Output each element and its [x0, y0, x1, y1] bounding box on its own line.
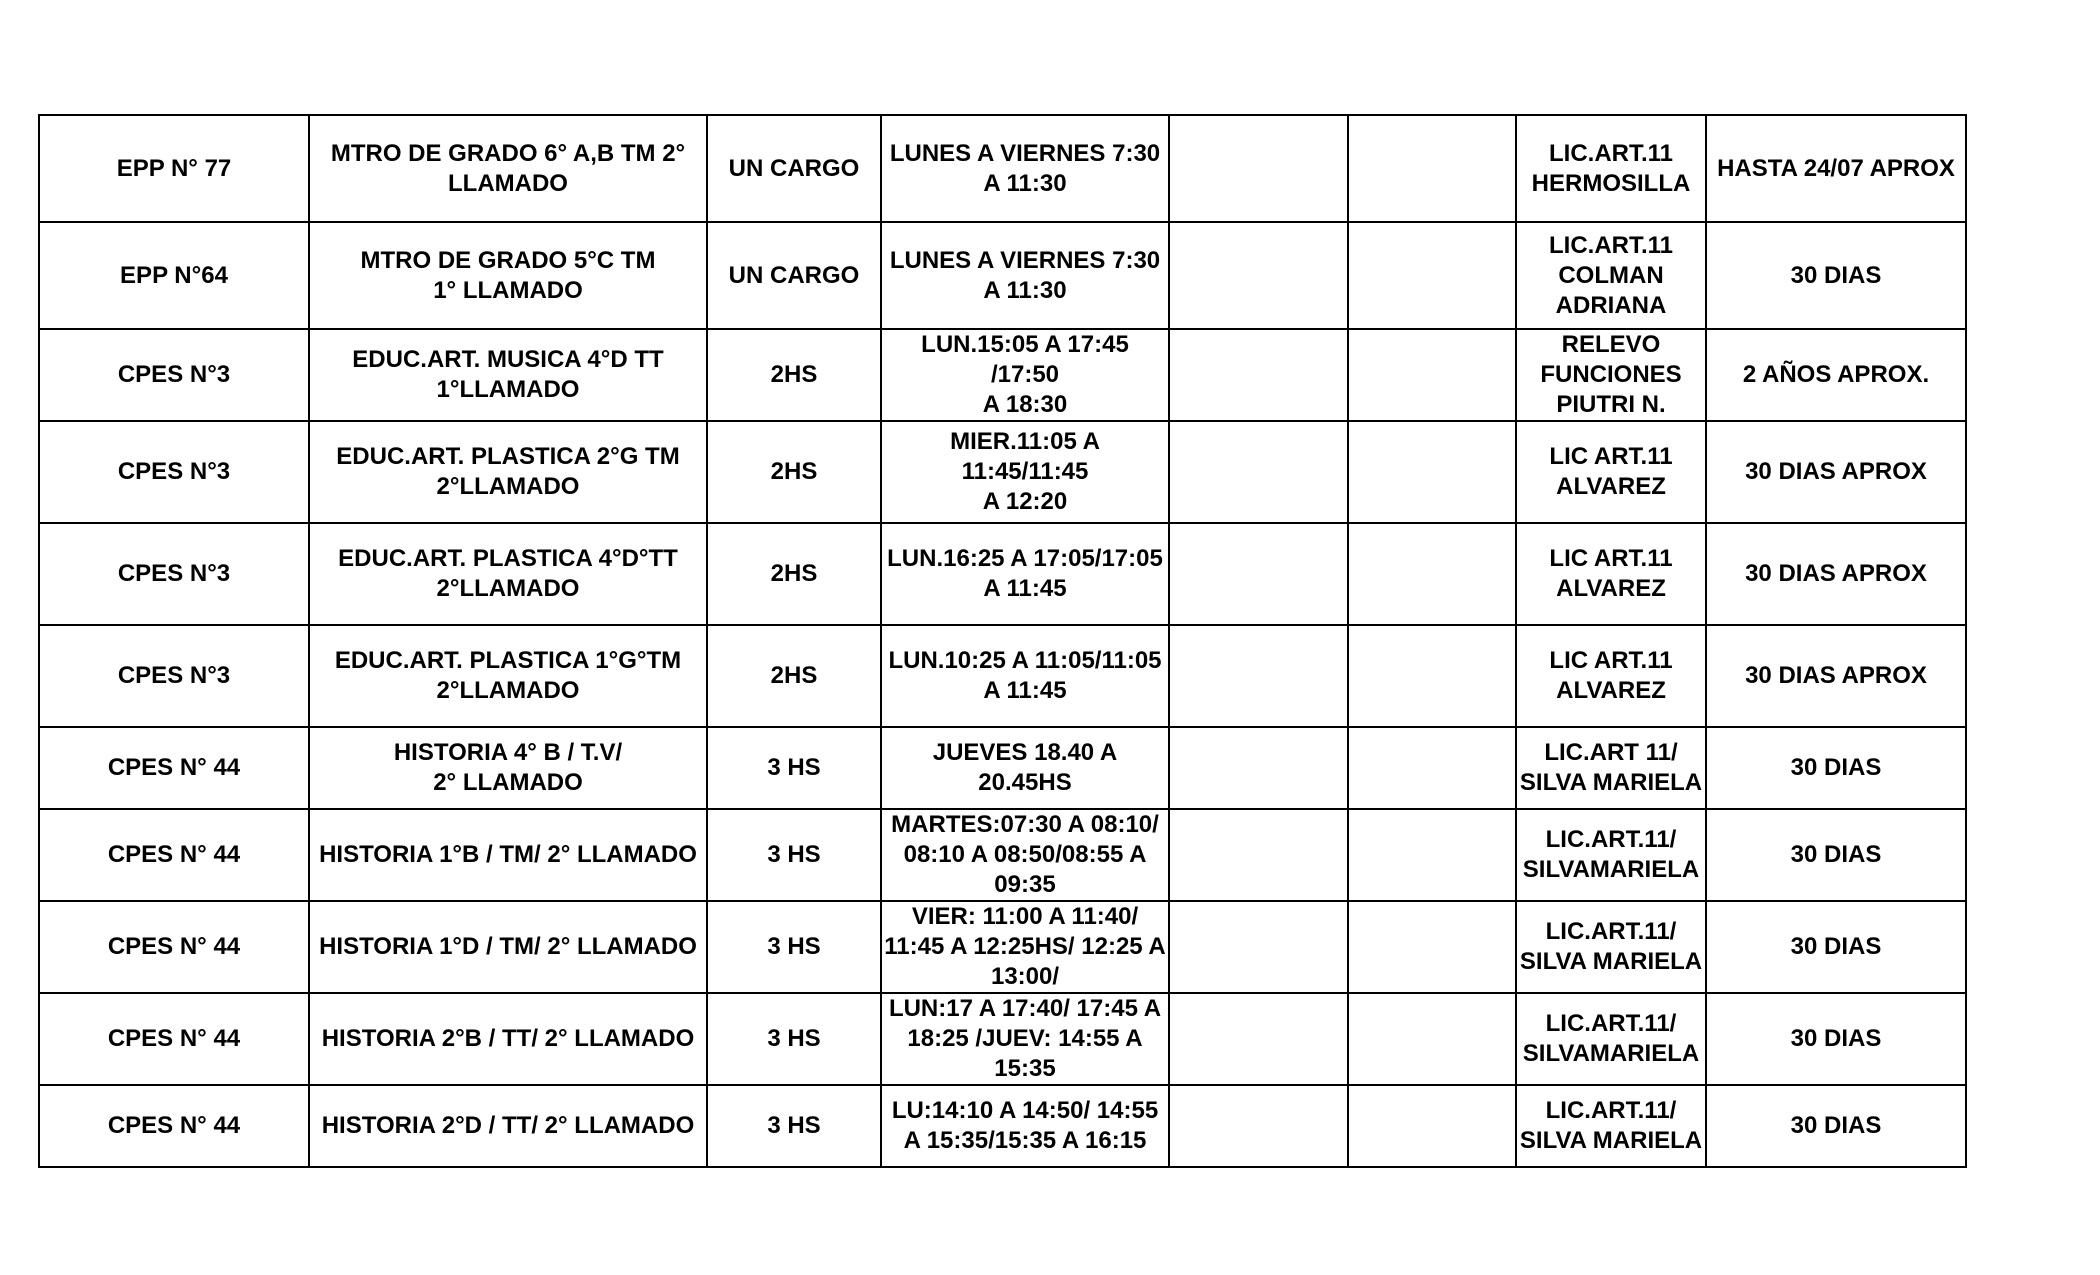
empty-cell — [1348, 115, 1516, 222]
school-cell: CPES N°3 — [39, 329, 309, 421]
position-cell: HISTORIA 1°B / TM/ 2° LLAMADO — [309, 809, 707, 901]
hours-cell: 2HS — [707, 329, 881, 421]
hours-cell: 3 HS — [707, 1085, 881, 1167]
school-cell: CPES N° 44 — [39, 993, 309, 1085]
vacancies-table — [38, 114, 1967, 1168]
empty-cell — [1169, 809, 1348, 901]
duration-cell: 30 DIAS APROX — [1706, 523, 1966, 625]
school-cell: CPES N° 44 — [39, 1085, 309, 1167]
schedule-cell: LUN.16:25 A 17:05/17:05 A 11:45 — [881, 523, 1169, 625]
duration-cell: 30 DIAS — [1706, 727, 1966, 809]
hours-cell: 3 HS — [707, 809, 881, 901]
hours-cell: UN CARGO — [707, 115, 881, 222]
table-row — [39, 993, 1966, 1085]
schedule-cell: JUEVES 18.40 A 20.45HS — [881, 727, 1169, 809]
schedule-cell: LUNES A VIERNES 7:30 A 11:30 — [881, 222, 1169, 329]
duration-cell: 30 DIAS APROX — [1706, 625, 1966, 727]
hours-cell: 2HS — [707, 625, 881, 727]
duration-cell: 30 DIAS — [1706, 901, 1966, 993]
empty-cell — [1348, 901, 1516, 993]
schedule-cell: LUN.10:25 A 11:05/11:05 A 11:45 — [881, 625, 1169, 727]
schedule-cell: MARTES:07:30 A 08:10/ 08:10 A 08:50/08:55 A 09:35 — [881, 809, 1169, 901]
duration-cell: 30 DIAS — [1706, 993, 1966, 1085]
position-cell: EDUC.ART. PLASTICA 2°G TM 2°LLAMADO — [309, 421, 707, 523]
empty-cell — [1348, 993, 1516, 1085]
table-row — [39, 329, 1966, 421]
table-row — [39, 625, 1966, 727]
reason-cell: LIC ART.11 ALVAREZ — [1516, 523, 1706, 625]
empty-cell — [1348, 1085, 1516, 1167]
school-cell: CPES N° 44 — [39, 809, 309, 901]
hours-cell: UN CARGO — [707, 222, 881, 329]
duration-cell: 2 AÑOS APROX. — [1706, 329, 1966, 421]
empty-cell — [1348, 329, 1516, 421]
position-cell: MTRO DE GRADO 5°C TM 1° LLAMADO — [309, 222, 707, 329]
empty-cell — [1169, 993, 1348, 1085]
empty-cell — [1169, 115, 1348, 222]
reason-cell: LIC ART.11 ALVAREZ — [1516, 625, 1706, 727]
table-row — [39, 421, 1966, 523]
position-cell: HISTORIA 1°D / TM/ 2° LLAMADO — [309, 901, 707, 993]
reason-cell: LIC ART.11 ALVAREZ — [1516, 421, 1706, 523]
table-row — [39, 222, 1966, 329]
empty-cell — [1169, 523, 1348, 625]
school-cell: CPES N°3 — [39, 625, 309, 727]
schedule-cell: VIER: 11:00 A 11:40/ 11:45 A 12:25HS/ 12:25 A 13:00/ — [881, 901, 1169, 993]
reason-cell: LIC.ART.11/ SILVA MARIELA — [1516, 901, 1706, 993]
empty-cell — [1348, 222, 1516, 329]
empty-cell — [1348, 809, 1516, 901]
empty-cell — [1169, 421, 1348, 523]
school-cell: EPP N°64 — [39, 222, 309, 329]
reason-cell: LIC.ART.11 COLMAN ADRIANA — [1516, 222, 1706, 329]
school-cell: CPES N° 44 — [39, 727, 309, 809]
school-cell: CPES N° 44 — [39, 901, 309, 993]
position-cell: EDUC.ART. MUSICA 4°D TT 1°LLAMADO — [309, 329, 707, 421]
empty-cell — [1348, 625, 1516, 727]
hours-cell: 3 HS — [707, 727, 881, 809]
duration-cell: 30 DIAS — [1706, 809, 1966, 901]
hours-cell: 2HS — [707, 421, 881, 523]
hours-cell: 3 HS — [707, 993, 881, 1085]
schedule-cell: MIER.11:05 A 11:45/11:45 A 12:20 — [881, 421, 1169, 523]
reason-cell: LIC.ART.11/ SILVA MARIELA — [1516, 1085, 1706, 1167]
reason-cell: RELEVO FUNCIONES PIUTRI N. — [1516, 329, 1706, 421]
reason-cell: LIC.ART 11/ SILVA MARIELA — [1516, 727, 1706, 809]
reason-cell: LIC.ART.11/ SILVAMARIELA — [1516, 809, 1706, 901]
duration-cell: 30 DIAS — [1706, 1085, 1966, 1167]
empty-cell — [1169, 222, 1348, 329]
schedule-cell: LUN.15:05 A 17:45 /17:50 A 18:30 — [881, 329, 1169, 421]
duration-cell: HASTA 24/07 APROX — [1706, 115, 1966, 222]
position-cell: MTRO DE GRADO 6° A,B TM 2° LLAMADO — [309, 115, 707, 222]
duration-cell: 30 DIAS APROX — [1706, 421, 1966, 523]
school-cell: CPES N°3 — [39, 523, 309, 625]
empty-cell — [1169, 1085, 1348, 1167]
empty-cell — [1169, 901, 1348, 993]
empty-cell — [1348, 727, 1516, 809]
reason-cell: LIC.ART.11/ SILVAMARIELA — [1516, 993, 1706, 1085]
hours-cell: 3 HS — [707, 901, 881, 993]
school-cell: EPP N° 77 — [39, 115, 309, 222]
empty-cell — [1169, 727, 1348, 809]
table-row — [39, 115, 1966, 222]
schedule-cell: LUN:17 A 17:40/ 17:45 A 18:25 /JUEV: 14:55 A 15:35 — [881, 993, 1169, 1085]
schedule-cell: LUNES A VIERNES 7:30 A 11:30 — [881, 115, 1169, 222]
position-cell: EDUC.ART. PLASTICA 4°D°TT 2°LLAMADO — [309, 523, 707, 625]
duration-cell: 30 DIAS — [1706, 222, 1966, 329]
position-cell: HISTORIA 4° B / T.V/ 2° LLAMADO — [309, 727, 707, 809]
table-row — [39, 523, 1966, 625]
empty-cell — [1169, 329, 1348, 421]
table-row — [39, 727, 1966, 809]
empty-cell — [1348, 523, 1516, 625]
position-cell: EDUC.ART. PLASTICA 1°G°TM 2°LLAMADO — [309, 625, 707, 727]
reason-cell: LIC.ART.11 HERMOSILLA — [1516, 115, 1706, 222]
hours-cell: 2HS — [707, 523, 881, 625]
school-cell: CPES N°3 — [39, 421, 309, 523]
empty-cell — [1169, 625, 1348, 727]
table-row — [39, 901, 1966, 993]
empty-cell — [1348, 421, 1516, 523]
position-cell: HISTORIA 2°B / TT/ 2° LLAMADO — [309, 993, 707, 1085]
table-row — [39, 1085, 1966, 1167]
position-cell: HISTORIA 2°D / TT/ 2° LLAMADO — [309, 1085, 707, 1167]
table-row — [39, 809, 1966, 901]
table-body — [39, 115, 1966, 1167]
schedule-cell: LU:14:10 A 14:50/ 14:55 A 15:35/15:35 A 16:15 — [881, 1085, 1169, 1167]
